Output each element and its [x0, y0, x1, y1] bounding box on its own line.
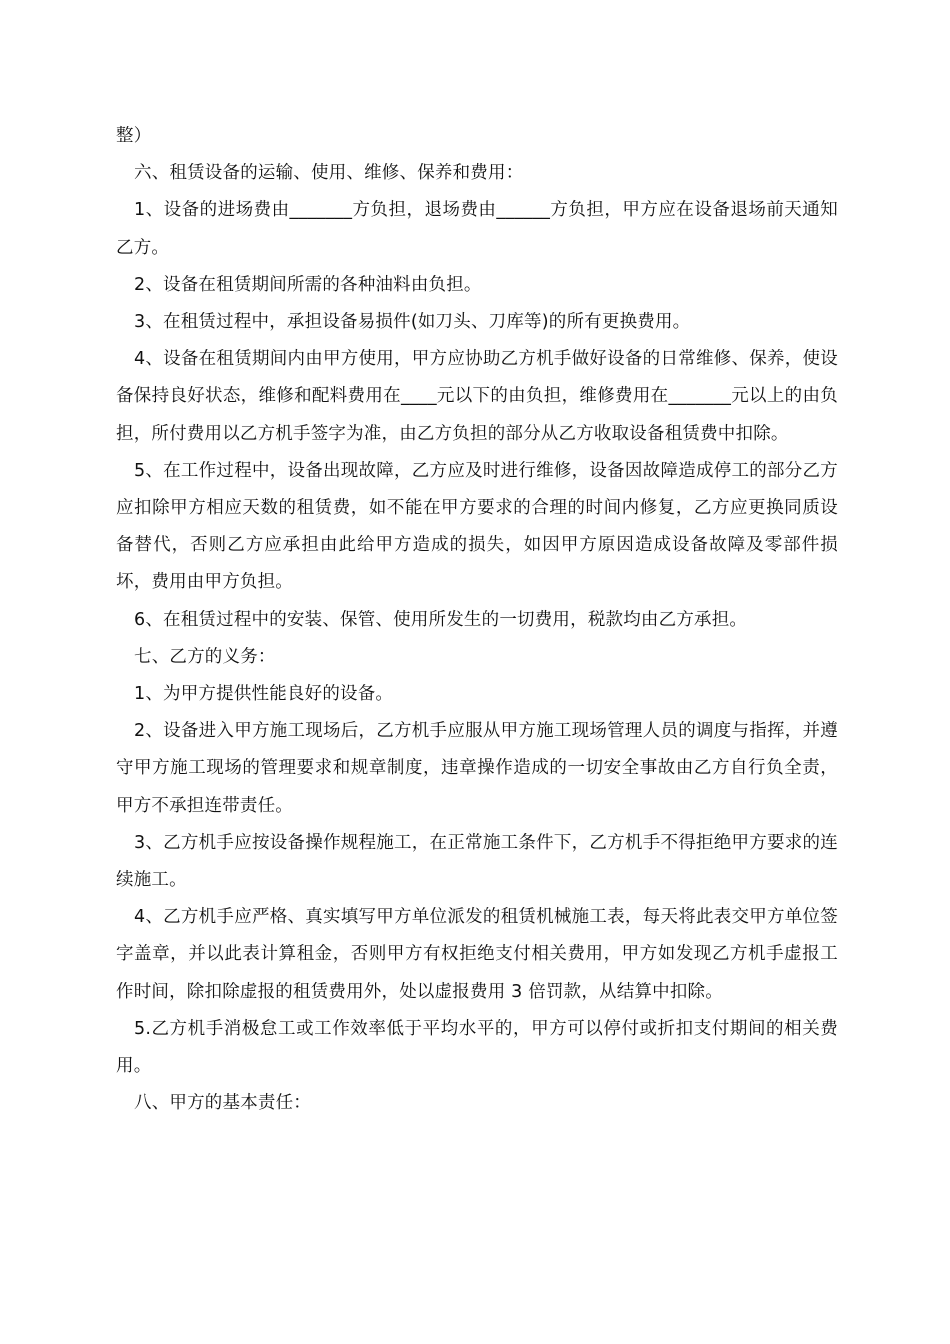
clause-6-6: 6、在租赁过程中的安装、保管、使用所发生的一切费用，税款均由乙方承担。 [134, 609, 748, 630]
section-heading-7: 七、乙方的义务： [134, 646, 276, 667]
clause-6-3: 3、在租赁过程中，承担设备易损件(如刀头、刀库等)的所有更换费用。 [134, 312, 691, 333]
clause-6-1: 1、设备的进场费由_______方负担，退场费由______方负担，甲方应在设备退场前天通知乙方。 [116, 200, 838, 258]
clause-7-2: 2、设备进入甲方施工现场后，乙方机手应服从甲方施工现场管理人员的调度与指挥，并遵守甲方施工现场的管理要求和规章制度，违章操作造成的一切安全事故由乙方自行负全责，甲方不承担连带责任。 [116, 721, 838, 816]
clause-7-4: 4、乙方机手应严格、真实填写甲方单位派发的租赁机械施工表，每天将此表交甲方单位签字盖章，并以此表计算租金，否则甲方有权拒绝支付相关费用，甲方如发现乙方机手虚报工作时间，除扣除虚报的租赁费用外，处以虚报费用 3 倍罚款，从结算中扣除。 [116, 907, 838, 1002]
section-heading-8: 八、甲方的基本责任： [134, 1093, 311, 1114]
document-page [116, 118, 838, 1122]
clause-6-2: 2、设备在租赁期间所需的各种油料由负担。 [134, 274, 482, 295]
clause-6-4: 4、设备在租赁期间内由甲方使用，甲方应协助乙方机手做好设备的日常维修、保养，使设备保持良好状态，维修和配料费用在____元以下的由负担，维修费用在_______元以上的由负担，所付费用以乙方机手签字为准，由乙方负担的部分从乙方收取设备租赁费中扣除。 [116, 349, 838, 444]
paragraph-continuation: 整） [116, 126, 152, 146]
clause-7-3: 3、乙方机手应按设备操作规程施工，在正常施工条件下，乙方机手不得拒绝甲方要求的连续施工。 [116, 832, 838, 891]
clause-7-5: 5.乙方机手消极怠工或工作效率低于平均水平的，甲方可以停付或折扣支付期间的相关费用。 [116, 1018, 838, 1077]
clause-7-1: 1、为甲方提供性能良好的设备。 [134, 684, 394, 705]
section-heading-6: 六、租赁设备的运输、使用、维修、保养和费用： [134, 163, 524, 184]
clause-6-5: 5、在工作过程中，设备出现故障，乙方应及时进行维修，设备因故障造成停工的部分乙方应扣除甲方相应天数的租赁费，如不能在甲方要求的合理的时间内修复，乙方应更换同质设备替代，否则乙方应承担由此给甲方造成的损失，如因甲方原因造成设备故障及零部件损坏，费用由甲方负担。 [116, 460, 838, 593]
